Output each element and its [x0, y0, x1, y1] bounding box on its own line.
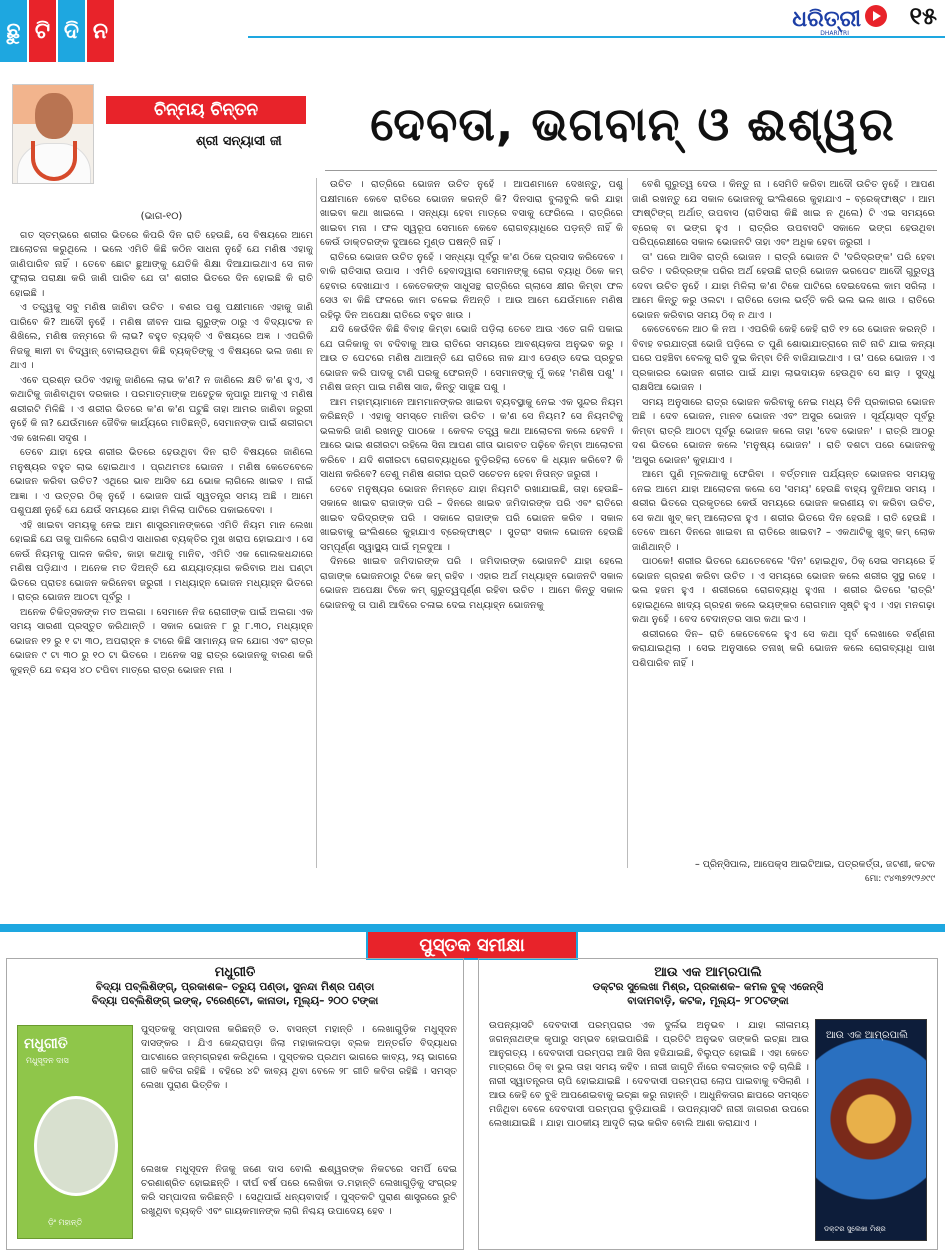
book-review-1: [6, 958, 464, 1250]
column-name: ଚିନ୍ମୟ ଚିନ୍ତନ: [106, 96, 306, 124]
part-label: (ଭାଗ-୧୦): [140, 211, 183, 222]
paragraph: ଉଚିତ । ରାତ୍ରିରେ ଭୋଜନ ଉଚିତ ନୁହେଁ । ଆପଣମାନେ ଦେଖନ୍ତୁ, ପଶୁ ପକ୍ଷୀମାନେ କେବେ ରାତିରେ ଭୋଜନ କରନ୍ତି କି? ଦିନସାରା ବୁଲାବୁଲି କରି ଯାହା ଖାଇବା କଥା ଖାଇଲେ । ସନ୍ଧ୍ୟା ହେବା ମାତ୍ରେ ବସାକୁ ଫେରିଲେ । ରାତ୍ରିରେ ଖାଇବା ମନା । ଫଳ ସ୍ୱରୂପ ସେମାନେ କେବେ ରୋଗବ୍ୟାଧିରେ ପଡ଼ନ୍ତି ନାହିଁ କି କେଉଁ ଡାକ୍ତରଙ୍କ ଦୁଆରେ ମୁଣ୍ଡ ଘଷନ୍ତି ନାହିଁ ।: [320, 179, 623, 248]
article-column-3: [632, 178, 935, 858]
book-price: ବିଦ୍ୟା ପବ୍ଲିଶିଙ୍ଗ୍ ଇଙ୍କ୍, ଟରେଣ୍ଟୋ, କାନାଡା, ମୂଲ୍ୟ– ୨୦୦ ଟଙ୍କା: [91, 995, 379, 1007]
column-divider: [316, 178, 317, 868]
book-cover-image: [815, 1019, 927, 1241]
book-title: ଆଉ ଏକ ଆମ୍ରପାଲି: [654, 965, 762, 980]
cover-author: ଡ଼ିଂ ମହାନ୍ତି: [48, 1218, 83, 1227]
paragraph: ଅନେକ ଚିକିତ୍ସକଙ୍କ ମତ ଅଲଗା । ସେମାନେ ନିଜ ରୋଗୀଙ୍କ ପାଇଁ ଅଲଗା ଏକ ସମୟ ସାରଣୀ ପ୍ରସ୍ତୁତ କରିଥାନ୍ତି । ସକାଳ ଭୋଜନ ୮ ରୁ ୮.୩୦, ମଧ୍ୟାହ୍ନ ଭୋଜନ ୧୨ ରୁ ୧ ଟା ୩୦, ଅପରାହ୍ନ ୫ ଟାରେ କିଛି ସାମାନ୍ୟ ଜଳ ଯୋଗ ଏବଂ ରାତ୍ର ଭୋଜନ ୯ ଟା ୩୦ ରୁ ୧୦ ଟା ଭିତରେ । ଅନେକ ସନ୍ଥ ରାତ୍ର ଭୋଜନକୁ ବାରଣ କରି କୁହନ୍ତି ଯେ ବୟସ ୪୦ ଟପିବା ମାତ୍ରେ ରାତ୍ର ଭୋଜନ ମନା ।: [10, 606, 313, 676]
review-text: ଲେଖକ ମଧୁସୂଦନ ନିଜକୁ ଜଣେ ଦାସ ବୋଲି ଈଶ୍ୱରଙ୍କ ନିକଟରେ ସମର୍ପି ଦେଇ ଚରଣାଶ୍ରିତ ହୋଇଛନ୍ତି । ଦୀର୍ଘ ବର୍ଷ ପରେ ଲେଖିକା ଡ.ମହାନ୍ତି ଲେଖାଗୁଡ଼ିକୁ ସଂଗ୍ରହ କରି ସମ୍ପାଦନା କରିଛନ୍ତି । ସେଥିପାଇଁ ଧନ୍ୟବାଦାର୍ହ । ପୁସ୍ତକଟି ପୁରାଣ ଶାସ୍ତ୍ରରେ ରୁଚି ରଖୁଥିବା ବ୍ୟକ୍ତି ଏବଂ ଗାୟକମାନଙ୍କ ଲାଗି ନିଶ୍ଚୟ ଉପାଦେୟ ହେବ ।: [141, 1164, 457, 1217]
cover-title: ଆଉ ଏକ ଆମ୍ରପାଲି: [826, 1030, 908, 1041]
book-publisher: ବିଦ୍ୟା ପବ୍ଲିଶିଙ୍ଗ୍, ପ୍ରକାଶକ– ତରୁୟ ପଣ୍ଡା, ସୁନନ୍ଦା ମିଶ୍ର ପଣ୍ଡା: [95, 981, 375, 993]
author-signature: [632, 858, 935, 886]
paragraph: ତା' ପରେ ଆସିବ ରାତ୍ରି ଭୋଜନ । ରାତ୍ରି ଭୋଜନ ଟି 'ଦରିଦ୍ରଙ୍କ' ପରି ହେବା ଉଚିତ । ଦରିଦ୍ରଙ୍କ ପରିର ଅର୍ଥ ହେଉଛି ରାତ୍ରି ଭୋଜନ ଭରପେଟ ଆଦୌ ଗୁରୁତ୍ୱ ଦେବା ଉଚିତ ନୁହେଁ । ଯାହା ମିଳିଲା କ'ଣ ଟିକେ ପାଟିରେ ଦେଇଦେଲେ କାମ ସରିଲା । ଆମେ କିନ୍ତୁ କରୁ ଓଲଟା । ରାତିରେ ଡୋଲ ଭର୍ତ୍ତି କରି ଭଲ ଭଲ ଖାଉ । ରାତିରେ ଭୋଜନ କରିବାର ସମୟ ଠିକ୍ ନ ଥାଏ ।: [632, 251, 935, 321]
section-tile-2: ଟି: [29, 0, 58, 62]
book-review-2: [478, 958, 938, 1250]
play-icon: [865, 5, 887, 27]
section-tile-4: ନ: [87, 0, 116, 62]
paragraph: ଏବେ ପ୍ରଶ୍ନ ଉଠିବ ଏହାକୁ ଜାଣିଲେ ଲାଭ କ'ଣ? ନ ଜାଣିଲେ କ୍ଷତି କ'ଣ ହୁଏ, ଏ କଥାଟିକୁ ଜାଣିବାଥିବା ଦରକାର । ପରମାତ୍ମାଙ୍କ ଅହେତୁକ କୃପାରୁ ଆମକୁ ଏ ମଣିଷ ଶରୀରଟି ମିଳିଛି । ଏ ଶରୀର ଭିତରେ କ'ଣ କ'ଣ ଘଟୁଛି ତାହା ଆମର ଜାଣିବା ଜରୁରୀ ନୁହେଁ କି ନା? ଯେଉଁମାନେ ଜୈବିକ କାର୍ଯ୍ୟରେ ମାତିଛନ୍ତି, ସେମାନଙ୍କ ପାଇଁ ଶରୀରଟା ଏକ ଖେଳଣା ସଦୃଶ ।: [10, 374, 313, 444]
paragraph: ସମୟ ଅନୁସାରେ ରାତ୍ର ଭୋଜନ କରିବାକୁ ନେଇ ମଧ୍ୟ ତିନି ପ୍ରକାରର ଭୋଜନ ଅଛି । ଦେବ ଭୋଜନ, ମାନବ ଭୋଜନ ଏବଂ ଅସୁର ଭୋଜନ । ସୂର୍ଯ୍ୟାସ୍ତ ପୂର୍ବରୁ କିମ୍ବା ରାତ୍ରି ଆଠଟା ପୂର୍ବରୁ ଭୋଜନ କଲେ ତାହା 'ଦେବ ଭୋଜନ' । ରାତ୍ରି ଆଠରୁ ଦଶ ଭିତରେ ଭୋଜନ କଲେ 'ମନୁଷ୍ୟ ଭୋଜନ' । ରାତି ଦଶଟା ପରେ ଭୋଜନକୁ 'ଅସୁର ଭୋଜନ' କୁହାଯାଏ ।: [632, 396, 935, 466]
headline: ଦେବତା, ଭଗବାନ୍ ଓ ଈଶ୍ୱର: [370, 97, 895, 151]
book-publisher: ଡକ୍ଟର ସୁଲେଖା ମିଶ୍ର, ପ୍ରକାଶକ– କମଳ ବୁକ୍ ଏଜେନ୍ସି: [592, 981, 824, 993]
paragraph: ଆମେ ପୁଣି ମୂଳକଥାକୁ ଫେରିବା । ବର୍ତ୍ତମାନ ପର୍ଯ୍ୟନ୍ତ ଭୋଜନର ସମୟକୁ ନେଇ ଆମେ ଯାହା ଆଲୋଚନା କଲେ ସେ 'ସମୟ' ହେଉଛି ବାହ୍ୟ ଦୁନିଆର ସମୟ । ଶରୀର ଭିତରେ ପ୍ରକୃତରେ କେଉଁ ସମୟରେ ଭୋଜନ କରଣୀୟ ବା କରିବା ଉଚିତ, ସେ କଥା ଖୁବ୍ କମ୍ ଆଲୋଚନା ହୁଏ । ଶରୀର ଭିତରେ ଦିନ ହେଉଛି । ରାତି ହେଉଛି । ତେବେ ଆମେ ଦିନରେ ଖାଇବା ନା ରାତିରେ ଖାଇବା? – ଏକଥାଟିକୁ ଖୁବ୍ କମ୍ ଲୋକ ଜାଣିଥାନ୍ତି ।: [632, 469, 935, 553]
author-designation: – ପ୍ରିନ୍ସିପାଲ, ଆପେକ୍ସ ଆଇଟିଆଇ, ପତ୍ରକର୍ତ୍ତା, ଜଟଣୀ, କଟକ: [694, 859, 935, 870]
section-title: [0, 0, 116, 62]
book-price: ବାଦାମବାଡ଼ି, କଟକ, ମୂଲ୍ୟ– ୨୮୦ଟଙ୍କା: [627, 995, 789, 1007]
cover-subtitle: ମଧୁସୂଦନ ଦାସ: [26, 1056, 69, 1065]
cover-photo: [34, 1096, 118, 1196]
paragraph: ରାତିରେ ଭୋଜନ ଉଚିତ ନୁହେଁ । ସନ୍ଧ୍ୟା ପୂର୍ବରୁ କ'ଣ ଠିକେ ପ୍ରସାଦ କରିଦେବେ । ବାକି ରାତିସାରା ଉପାସ । ଏମିତି ହେବାଦ୍ୱାରା ସେମାନଙ୍କୁ ରୋଗ ବ୍ୟାଧି ଠିକେ କମ୍ ହେବାର ଦେଖାଯାଏ । କେତେକଙ୍କ ସାଧୁସନ୍ଥ ରାତ୍ରିରେ ଗ୍ଲାସେ କ୍ଷୀର କିମ୍ବା ଫଳ ସେଓ ବା କିଛି ଫଳରେ କାମ ଚଳେଇ ନିଅନ୍ତି । ଆଉ ଆମେ ଯେଉଁମାନେ ମଣିଷ ରହିଲୁ ଦିନ ଅପେକ୍ଷା ରାତିରେ ବହୁତ ଖାଉ ।: [320, 251, 623, 321]
paragraph: ଶରୀରରେ ଦିନ– ରାତି କେତେବେଳେ ହୁଏ ସେ କଥା ପୂର୍ବ ଲେଖାରେ ବର୍ଣ୍ଣନା କରାଯାଇଥିଲା । ସେଇ ଅନୁସାରେ ତନାଖ୍ କରି ଭୋଜନ କଲେ ରୋଗବ୍ୟାଧି ପାଖ ପଶିପାରିବ ନାହିଁ ।: [632, 628, 935, 669]
author-face: [35, 93, 73, 139]
author-phone: ମୋ: ୯୪୩୭୨୯୨୬୯୯: [864, 874, 935, 884]
paragraph: ଏହି ଖାଇବା ସମୟକୁ ନେଇ ଆମ ଶାସ୍ତ୍ରମାନଙ୍କରେ ଏମିତି ନିୟମ ମାନ ଲେଖା ହୋଇଛି ଯେ ତାକୁ ପାଳିଲେ ରୋଗିଏ ସାଧାରଣ ବ୍ୟକ୍ତିର ମୁଖ ଖରାପ ହୋଇଯାଏ । ସେ କେଉଁ ନିୟମକୁ ପାଳନ କରିବ, କାହା କଥାକୁ ମାନିବ, ଏମିତି ଏକ ଗୋଲକଧନ୍ଦାରେ ମଣିଷ ପଡ଼ିଯାଏ । ଅନେକ ମତ ଦିଅନ୍ତି ଯେ ଶଯ୍ୟାତ୍ୟାଗ କରିବାର ଅଧ ଘଣ୍ଟା ଭିତରେ ପ୍ରାତଃ ଭୋଜନ କରିନେବା ଜରୁରୀ । ମଧ୍ୟାହ୍ନ ଭୋଜନ ମଧ୍ୟାହ୍ନ ଭିତରେ । ରାତ୍ର ଭୋଜନ ଆଠଟା ପୂର୍ବରୁ ।: [10, 519, 313, 603]
book-title: ମଧୁଗୀତି: [214, 965, 256, 980]
byline: ଶ୍ରୀ ସନ୍ୟାସୀ ଜୀ: [196, 134, 282, 149]
author-photo: [12, 84, 94, 184]
section-tile-1: ଛୁ: [0, 0, 29, 62]
paragraph: ଯଦି କେଉଁଦିନ କିଛି ବିବାହ କିମ୍ବା ଭୋଜି ପଡ଼ିଲା ତେବେ ଆଉ ଏତେ ଗଳି ପକାଇ ଯେ ତାଳିକାକୁ ବା ବଦିବାକୁ ଆଉ ରାତିରେ ସମୟରେ ଆବଶ୍ୟକତା ଅନୁଭବ କରୁ । ଆଉ ତ ପେଟରେ ମଣିଷ ଥାଆନ୍ତି ଯେ ରାତିରେ ନାକ ଯାଏ ଡେଣ୍ଡ ଦେଇ ପ୍ରଚୁର ଭୋଜନ କରି ପାଦକୁ ଟାଣି ଘରକୁ ଫେରନ୍ତି । ସେମାନଙ୍କୁ ମୁଁ କହେ 'ମଣିଷ ପଶୁ' । ମଣିଷ ଜନ୍ମ ପାଇ ମଣିଷ ସାଜ, କିନ୍ତୁ ସାଜୁଛ ପଶୁ ।: [320, 324, 623, 393]
review-text: ପୁସ୍ତକକୁ ସମ୍ପାଦନା କରିଛନ୍ତି ଡ. ବାସନ୍ତୀ ମହାନ୍ତି । ଲେଖାଗୁଡ଼ିକ ମଧୁସୂଦନ ଦାସଙ୍କର । ଯିଏ କେନ୍ଦ୍ରାପଡ଼ା ଜିଲା ମହାକାଳପଡ଼ା ବ୍ଲକ ଅନ୍ତର୍ଗତ ବିଦ୍ୟାଧର ପାଟଣାରେ ଜନ୍ମଗ୍ରହଣ କରିଥିଲେ । ପୁସ୍ତକର ପ୍ରଥମ ଭାଗରେ କାବ୍ୟ, ୨ୟ ଭାଗରେ ଗୀତି କବିତା ରହିଛି । ବହିରେ ୪ଟି କାବ୍ୟ ଥିବା ବେଳେ ୨୮ ଗୀତି କବିତା ରହିଛି । ସମସ୍ତ ଲେଖା ପୁରାଣ ଭିତ୍ତିକ ।: [141, 1024, 457, 1091]
masthead: [0, 0, 945, 68]
page-number: ୧୫: [909, 2, 937, 30]
paragraph: ତେବେ ମନୁଷ୍ୟର ଭୋଜନ ନିମନ୍ତେ ଯାହା ନିୟମଟି ରଖାଯାଇଛି, ତାହା ହେଉଛି– ସକାଳେ ଖାଇବ ରାଜାଙ୍କ ପରି – ଦିନରେ ଖାଇବ ଜମିଦାରଙ୍କ ପରି ଏବଂ ରାତିରେ ଖାଇବ ଦରିଦ୍ରଙ୍କ ପରି । ସକାଳେ ରାଜାଙ୍କ ପରି ଭୋଜନ କରିବ । ସକାଳ ଖାଇବାକୁ ଇଂଲିଶରେ କୁହାଯାଏ ବ୍ରେକ୍‌ଫାଷ୍ଟ । ସୁତରାଂ ସକାଳ ଭୋଜନ ହେଉଛି ସମ୍ପୂର୍ଣ୍ଣ ସ୍ୱାସ୍ଥ୍ୟ ପାଇଁ ମୂଳଦୁଆ ।: [320, 483, 623, 553]
book-cover-image: [17, 1025, 133, 1239]
paragraph: ଆମ ମହାମ୍ୟାମାନେ ଆମମାନଙ୍କର ଖାଇବା ବ୍ୟବସ୍ଥାକୁ ନେଇ ଏକ ସୁନ୍ଦର ନିୟମ କରିଛନ୍ତି । ଏହାକୁ ସମସ୍ତେ ମାନିବା ଉଚିତ । କ'ଣ ସେ ନିୟମ? ସେ ନିୟମଟିକୁ ଭଲକରି ଜାଣି ରଖନ୍ତୁ ପାଠକେ । କେବଳ ତତ୍ତ୍ୱ କଥା ଆଲୋଚନା କଲେ ହେବନି । ଆରେ ଭାଇ ଶରୀରଟା ରହିଲେ ସିନା ଆପଣ ଗୀତା ଭାଗବତ ପଢ଼ିବେ କିମ୍ବା ଆଲୋଚନା କରିବେ । ଯଦି ଶରୀରଟା ରୋଗବ୍ୟାଧିରେ ବୁଡ଼ିରହିଲା ତେବେ କି ଧ୍ୟାନ କରିବେ? କି ସାଧନା କରିବେ? ତେଣୁ ମଣିଷ ଶରୀର ପ୍ରତି ସଚେତନ ହେବା ନିତାନ୍ତ ଜରୁରୀ ।: [320, 396, 623, 480]
paragraph: ବେଶି ଗୁରୁତ୍ୱ ଦେଉ । କିନ୍ତୁ ନା । ସେମିତି କରିବା ଆଦୌ ଉଚିତ ନୁହେଁ । ଆପଣ ଜାଣି ରଖନ୍ତୁ ଯେ ସକାଳ ଭୋଜନକୁ ଇଂଲିଶରେ କୁହାଯାଏ – ବ୍ରେକ୍‌ଫାଷ୍ଟ । ଆମ ଫାଷ୍ଟିଙ୍ଗ୍ ଅର୍ଥାତ୍ ଉପବାସ (ରାତିସାରା କିଛି ଖାଇ ନ ଥିଲେ) ଟି ଏଇ ସମୟରେ ବ୍ରେକ୍ ବା ଭଙ୍ଗ ହୁଏ । ରାତ୍ରିର ଉପବାସଟି ସକାଳେ ଭଙ୍ଗ ହେଉଥିବା ପରିପ୍ରେକ୍ଷୀରେ ସକାଳ ଭୋଜନଟି ତାହା ଏବଂ ଅଧିକ ହେବା ଜରୁରୀ ।: [632, 179, 935, 248]
paragraph: ଗତ ସ୍ତମ୍ଭରେ ଶରୀର ଭିତରେ କିପରି ଦିନ ରାତି ହେଉଛି, ସେ ବିଷୟରେ ଆମେ ଆଲୋଚନା କରୁଥିଲେ । ଭଲେ ଏମିତି କିଛି କଠିନ ସାଧନା ନୁହେଁ ଯେ ମଣିଷ ଏହାକୁ ଜାଣିପାରିବ ନାହିଁ । ତେବେ ଛୋଟ ଛୁଆଙ୍କୁ ଯେତିକି ଶିକ୍ଷା ଦିଆଯାଇଥାଏ ସେ ନାକ ଫୁଲାଇ ପରାକ୍ଷା କରି ଜାଣି ପାରିବ ଯେ ତା' ଶରୀର ଭିତରେ ଦିନ ହୋଇଛି କି ରାତି ହୋଇଛି ।: [10, 229, 313, 299]
cover-title: ମଧୁଗୀତି: [24, 1036, 68, 1052]
paragraph: ତେବେ ଯାହା ହେଉ ଶରୀର ଭିତରେ ହେଉଥିବା ଦିନ ରାତି ବିଷୟରେ ଜାଣିଲେ ମନୁଷ୍ୟର ବହୁତ ଲାଭ ହୋଇଥାଏ । ପ୍ରଥମତଃ ଭୋଜନ । ମଣିଷ କେତେବେଳେ ଭୋଜନ କରିବା ଉଚିତ? ଏଥିରେ ଭାବ ଆସିବ ଯେ ଭୋକ ଲାଗିଲେ ଖାଇବ । ନାଇଁ ଆଜ୍ଞା । ଏ ଉତ୍ତର ଠିକ୍ ନୁହେଁ । ଭୋଜନ ପାଇଁ ସ୍ୱତନ୍ତ୍ର ସମୟ ଅଛି । ଆମେ ପଶୁପକ୍ଷୀ ନୁହେଁ ଯେ ଯେଉଁ ସମୟରେ ଯାହା ମିଳିଲା ପାଟିରେ ପକାଇଦେବା ।: [10, 447, 313, 516]
article-column-2: [320, 178, 623, 870]
section-tile-3: ଦି: [58, 0, 87, 62]
brand-sub: DHARITRI: [820, 30, 849, 37]
column-divider: [627, 178, 628, 868]
headline-underline: [325, 170, 937, 171]
brand-logo: ଧରିତ୍ରୀ: [792, 6, 861, 32]
cover-author: ଡକ୍ଟର ସୁଲେଖା ମିଶ୍ର: [824, 1225, 886, 1233]
paragraph: ପାଠକେ! ଶରୀର ଭିତରେ ଯେତେବେଳେ 'ଦିନ' ହୋଇଥିବ, ଠିକ୍ ସେଇ ସମୟରେ ହିଁ ଭୋଜନ ଗ୍ରହଣ କରିବା ଉଚିତ । ଏ ସମୟରେ ଭୋଜନ କଲେ ଶରୀର ସୁସ୍ଥ ରହେ । ଭଲ ହଜମ ହୁଏ । ଶରୀରରେ ରୋଗବ୍ୟାଧି ହୁଏନା । ଶରୀର ଭିତରେ 'ରାତ୍ରି' ହୋଇଥିଲେ ଖାଦ୍ୟ ଗ୍ରହଣ କଲେ ଭୟଙ୍କର ରୋଗମାନ ସୃଷ୍ଟି ହୁଏ । ଏହା ମନଗଢ଼ା କଥା ନୁହେଁ । ବେଦ ବେଦାନ୍ତର ସାର କଥା ଇଏ ।: [632, 556, 935, 625]
paragraph: କେତେବେଳେ ଆଠ କି ନଅ । ଏପରିକି କେହି କେହି ରାତି ୧୨ ରେ ଭୋଜନ କରନ୍ତି । ବିବାହ ବରଯାତ୍ରୀ ଭୋଜି ପଡ଼ିଲେ ତ ପୁଣି ଶୋଭାଯାତ୍ରାରେ ନାଚି ନାଚି ଯାଇ କନ୍ୟା ଘରେ ପହଞ୍ଚିବା ବେଳକୁ ରାତି ଦୁଇ କିମ୍ବା ତିନି ବାଜିଯାଇଥାଏ । ତା' ପରେ ଭୋଜନ । ଏ ପ୍ରକାରର ଭୋଜନ ଶରୀର ପାଇଁ ଯାହା ଲାଭଦାୟକ ହେଉଥିବ ସେ ଛାଡ଼ । ସୁଦ୍ଧୁ ରାକ୍ଷସିଆ ଭୋଜନ ।: [632, 324, 935, 393]
article-column-1: [10, 210, 313, 870]
review-text: ଉପନ୍ୟାସଟି ଦେବଦାସୀ ପରମ୍ପରାର ଏକ ଦୁର୍ଲଭ ଅନୁଭବ । ଯାହା ଲୀଳାମୟ ଜଗନ୍ନାଥଙ୍କ କୃପାରୁ ସମ୍ଭବ ହୋଇପାରିଛି । ପ୍ରତିଟି ଅନୁଭବ ତାଙ୍କରି ଇଚ୍ଛା ଆଉ ଆନୁଗତ୍ୟ । ଦେବଦାସୀ ପରମ୍ପରା ଆଜି ସିନା ହଜିଯାଇଛି, ବିଲୁପ୍ତ ହୋଇଛି । ଏହା କେତେ ମାତ୍ରାରେ ଠିକ୍ ବା ଭୁଲ ତାହା ସମୟ କହିବ । ନାରୀ ଜାଗୃତି ନାଁରେ ବଳାତ୍କାର ବଢ଼ି ଚାଲିଛି । ନାରୀ ସ୍ୱାତନ୍ତ୍ରତା ଚାପି ହୋଇଯାଇଛି । ଦେବଦାସୀ ପରମ୍ପରା ଲୋପ ପାଇବାକୁ ବସିଲାଣି । ଆଉ କେହି ବେ ବୁଝି ଆପଣେଇବାକୁ ଇଚ୍ଛା କରୁ ନାହାନ୍ତି । ଆଧୁନିକତାର ଛାପରେ ସମସ୍ତେ ମଜିଥିବା ବେଳେ ଦେବଦାସୀ ପରମ୍ପରା ବୁଡ଼ିଯାଉଛି । ଉପନ୍ୟାସଟି ନାରୀ ଜାଗରଣ ଉପରେ ଲେଖାଯାଇଛି । ଯାହା ପାଠକୀୟ ଆଦୃତି ଲାଭ କରିବ ବୋଲି ଆଶା କରାଯାଏ ।: [489, 1020, 809, 1129]
paragraph: ଏ ତତ୍ତ୍ୱକୁ ସବୁ ମଣିଷ ଜାଣିବା ଉଚିତ । ବଣର ପଶୁ ପକ୍ଷୀମାନେ ଏହାକୁ ଜାଣି ପାରିବେ କି? ଆଦୌ ନୁହେଁ । ମଣିଷ ଜୀବନ ପାଇ ଗୁରୁଙ୍କ ଠାରୁ ଏ ବିଦ୍ୟାଟକ ନ ଶିଖିଲେ, ମଣିଷ ଜନ୍ମରେ କି ଲାଭ? ବହୁତ ବ୍ୟକ୍ତି ଏ ବିଷୟରେ ଅଜ୍ଞ । ଏପରିକି ନିଜକୁ ଜ୍ଞାନୀ ବା ବିଦ୍ୱାନ୍ ବୋଲାଉଥିବା କିଛି ବ୍ୟକ୍ତିଙ୍କୁ ଏ ବିଷୟରେ ଭଲ ଜଣା ନ ଥାଏ ।: [10, 302, 313, 371]
review-banner: ପୁସ୍ତକ ସମୀକ୍ଷା: [366, 930, 578, 960]
paragraph: ଦିନରେ ଖାଇବ ଜମିଦାରଙ୍କ ପରି । ଜମିଦାରଙ୍କ ଭୋଜନଟି ଯାହା ହେଲେ ରାଜାଙ୍କ ଭୋଜନଠାରୁ ଟିକେ କମ୍ ରହିବ । ଏହାର ଅର୍ଥ ମଧ୍ୟାହ୍ନ ଭୋଜନଟି ସକାଳ ଭୋଜନ ଅପେକ୍ଷା ଟିକେ କମ୍ ଗୁରୁତ୍ୱପୂର୍ଣ୍ଣ ରହିବା ଉଚିତ । ଆମେ କିନ୍ତୁ ସକାଳ ଭୋଜନକୁ ତା ପାଣି ଆଦିରେ ଚଳାଇ ଦେଇ ମଧ୍ୟାହ୍ନ ଭୋଜନକୁ: [320, 556, 623, 611]
